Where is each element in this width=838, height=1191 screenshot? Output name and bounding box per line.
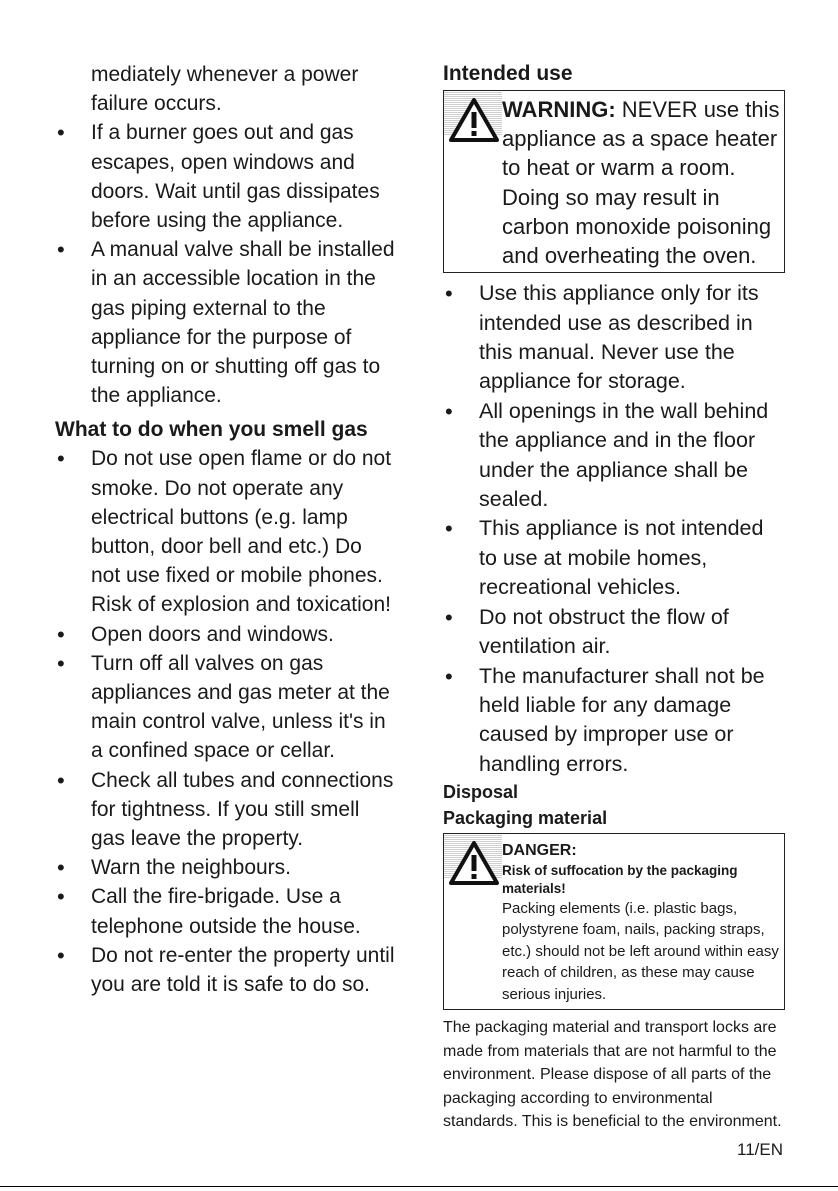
bullet-list-intended-use	[443, 279, 785, 779]
section-heading-disposal: Disposal	[443, 782, 519, 803]
warning-text: NEVER use this appliance as a space heater to heat or warm a room. Doing so may result in carbon monoxide poisoning and overheating the oven.	[502, 97, 780, 269]
list-item: • Check all tubes and connections for tightness. If you still smell gas leave the property.	[55, 766, 395, 854]
list-item: • All openings in the wall behind the appliance and in the floor under the appliance shall be sealed.	[443, 397, 785, 515]
bullet-list-smell-gas	[55, 444, 395, 999]
list-item: • Use this appliance only for its intended use as described in this manual. Never use the appliance for storage.	[443, 279, 785, 397]
section-heading-packaging: Packaging material	[443, 808, 608, 829]
list-item: • If a burner goes out and gas escapes, open windows and doors. Wait until gas dissipates before using the appliance.	[55, 118, 395, 235]
packaging-paragraph: The packaging material and transport locks are made from materials that are not harmful to the environment. Please dispose of all parts of the packaging according to environmental standards. This is beneficial to the environment.	[443, 1019, 782, 1131]
left-column	[55, 60, 395, 999]
section-heading-intended-use: Intended use	[443, 62, 573, 85]
danger-subtitle: Risk of suffocation by the packaging materials!	[502, 862, 738, 896]
list-item: • A manual valve shall be installed in an accessible location in the gas piping external to the appliance for the purpose of turning on or shutting off gas to the appliance.	[55, 235, 395, 410]
list-item: • Do not re-enter the property until you are told it is safe to do so.	[55, 941, 395, 999]
list-item: • Do not obstruct the flow of ventilation air.	[443, 603, 785, 662]
right-column	[443, 60, 785, 1134]
bottom-rule	[0, 1186, 838, 1187]
list-item: • Call the fire-brigade. Use a telephone outside the house.	[55, 882, 395, 940]
danger-box	[443, 833, 785, 1010]
page-number: 11/EN	[737, 1140, 783, 1159]
list-item: • Warn the neighbours.	[55, 853, 395, 882]
section-heading-smell-gas: What to do when you smell gas	[55, 418, 368, 442]
danger-text: Packing elements (i.e. plastic bags, polystyrene foam, nails, packing straps, etc.) should not be left around within easy reach of children, as these may cause serious injuries.	[502, 899, 779, 1003]
list-item: • Do not use open flame or do not smoke. Do not operate any electrical buttons (e.g. lamp button, door bell and etc.) Do not use fixed or mobile phones. Risk of explosion and toxication!	[55, 444, 395, 619]
warning-triangle-icon	[448, 97, 500, 143]
bullet-list-gas-safety	[55, 118, 395, 410]
list-item: • Open doors and windows.	[55, 620, 395, 649]
danger-label: DANGER:	[502, 842, 577, 860]
list-item: • The manufacturer shall not be held liable for any damage caused by improper use or handling errors.	[443, 662, 785, 780]
list-item: • Turn off all valves on gas appliances and gas meter at the main control valve, unless it's in a confined space or cellar.	[55, 649, 395, 766]
warning-triangle-icon	[448, 840, 500, 886]
list-item: • This appliance is not intended to use at mobile homes, recreational vehicles.	[443, 514, 785, 602]
warning-box	[443, 90, 785, 273]
continuation-text: mediately whenever a power failure occurs.	[91, 63, 359, 116]
warning-label: WARNING:	[502, 97, 616, 122]
